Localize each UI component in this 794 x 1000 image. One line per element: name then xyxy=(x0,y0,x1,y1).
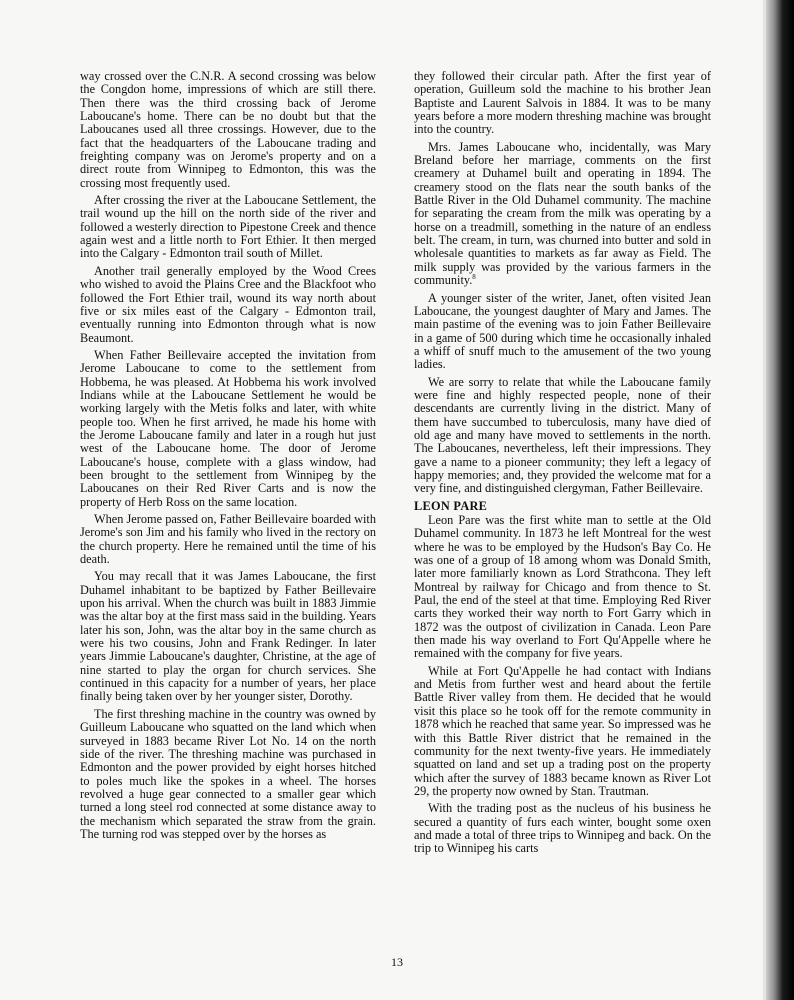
paragraph-text: Mrs. James Laboucane who, incidentally, was Mary Breland before her marriage, comments on the first creamery at Duhamel built and operating in 1894. The creamery stood on the flats near the south banks of the Battle River in the Old Duhamel community. The machine for separating the cream from the milk was operating by a horse on a treadmill, something in the nature of an endless belt. The cream, in turn, was churned into butter and sold in wholesale quantities to markets as far away as Field. The milk supply was provided by the various farmers in the community. xyxy=(414,139,711,288)
paragraph: A younger sister of the writer, Janet, often visited Jean Laboucane, the youngest daughter of Mary and James. The main pastime of the evening was to join Father Beillevaire in a game of 500 during which time he occasionally inhaled a whiff of snuff much to the amusement of the two young ladies. xyxy=(414,290,711,372)
book-spine-shadow xyxy=(766,0,794,1000)
paragraph: We are sorry to relate that while the Laboucane family were fine and highly respected people, none of their descendants are currently living in the district. Many of them have succumbed to tuberculosis, many have died of old age and many have moved to settlements in the north. The Laboucanes, nevertheless, left their impressions. They gave a name to a pioneer community; they left a legacy of happy memories; and, they provided the welcome mat for a very fine, and distinguished clergyman, Father Beillevaire. xyxy=(414,374,711,496)
paragraph: You may recall that it was James Laboucane, the first Duhamel inhabitant to be baptized by Father Beillevaire upon his arrival. When the church was built in 1883 Jimmie was the altar boy at the first mass said in the building. Years later his son, John, was the altar boy in the same church as were his two cousins, John and Frank Redinger. In later years Jimmie Laboucane's daughter, Christine, at the age of nine started to play the organ for church services. She continued in this capacity for a number of years, her place finally being taken over by her younger sister, Dorothy. xyxy=(80,569,376,704)
section-heading: LEON PARE xyxy=(414,498,488,513)
paragraph: Leon Pare was the first white man to settle at the Old Duhamel community. In 1873 he left Montreal for the west where he was to be employed by the Hudson's Bay Co. He was one of a group of 18 among whom was Donald Smith, later more familiarly known as Lord Strathcona. They left Montreal by railway for Chicago and from thence to St. Paul, the end of the steel at that time. Employing Red River carts they worked their way north to Fort Garry which in 1872 was the outpost of civilization in Canada. Leon Pare then made his way overland to Fort Qu'Appelle where he remained with the company for five years. xyxy=(414,513,711,661)
footnote-marker: 8 xyxy=(472,273,476,282)
paragraph: After crossing the river at the Laboucane Settlement, the trail wound up the hill on the north side of the river and followed a westerly direction to Pipestone Creek and thence again west and a little north to Fort Ethier. It then merged into the Calgary - Edmonton trail south of Millet. xyxy=(80,193,376,261)
paragraph: Another trail generally employed by the Wood Crees who wished to avoid the Plains Cree and the Blackfoot who followed the Fort Ethier trail, wound its way north about five or six miles east of the Calgary - Edmonton trail, eventually running into Edmonton through what is now Beaumont. xyxy=(80,263,376,345)
paragraph: When Father Beillevaire accepted the invitation from Jerome Laboucane to come to the settlement from Hobbema, he was pleased. At Hobbema his work involved Indians while at the Laboucane Settlement he would be working largely with the Metis folks and later, with white people too. When he first arrived, he made his home with the Jerome Laboucane family and later in a rough hut just west of the Laboucane home. The door of Jerome Laboucane's house, complete with a glass window, had been brought to the settlement from Winnipeg by the Laboucanes on their Red River Carts and is now the property of Herb Ross on the same location. xyxy=(80,347,376,509)
left-column xyxy=(80,70,376,845)
paragraph: they followed their circular path. After the first year of operation, Guilleum sold the machine to his brother Jean Baptiste and Laurent Salvois in 1884. It was to be many years before a more modern threshing machine was brought into the country. xyxy=(414,69,711,137)
page-number: 13 xyxy=(391,955,403,969)
paragraph: The first threshing machine in the country was owned by Guilleum Laboucane who squatted on the land which when surveyed in 1883 became River Lot No. 14 on the north side of the river. The threshing machine was purchased in Edmonton and the power provided by eight horses hitched to poles much like the spokes in a wheel. The horses revolved a huge gear connected to a smaller gear which turned a long steel rod connected at some distance away to the mechanism which separated the straw from the grain. The turning rod was stepped over by the horses as xyxy=(80,706,376,841)
paragraph: While at Fort Qu'Appelle he had contact with Indians and Metis from further west and heard about the fertile Battle River valley from them. He decided that he would visit this place so he took off for the remote community in 1878 which he reached that same year. So impressed was he with this Battle River district that he remained in the community for the next twenty-five years. He immediately squatted on land and set up a trading post on the property which after the survey of 1883 became known as River Lot 29, the property now owned by Stan. Trautman. xyxy=(414,663,711,798)
paragraph: way crossed over the C.N.R. A second crossing was below the Congdon home, impressions of which are still there. Then there was the third crossing back of Jerome Laboucane's home. There can be no doubt but that the Laboucanes used all three crossings. However, due to the fact that the headquarters of the Laboucane trading and freighting company was on Jerome's property and on a direct route from Winnipeg to Edmonton, this was the crossing most frequently used. xyxy=(80,69,376,190)
paragraph: When Jerome passed on, Father Beillevaire boarded with Jerome's son Jim and his family who lived in the rectory on the church property. Here he remained until the time of his death. xyxy=(80,512,376,567)
paragraph-with-footnote xyxy=(414,141,711,288)
right-column xyxy=(414,70,711,860)
paragraph: With the trading post as the nucleus of his business he secured a quantity of furs each winter, bought some oxen and made a total of three trips to Winnipeg and back. On the trip to Winnipeg his carts xyxy=(414,801,711,856)
